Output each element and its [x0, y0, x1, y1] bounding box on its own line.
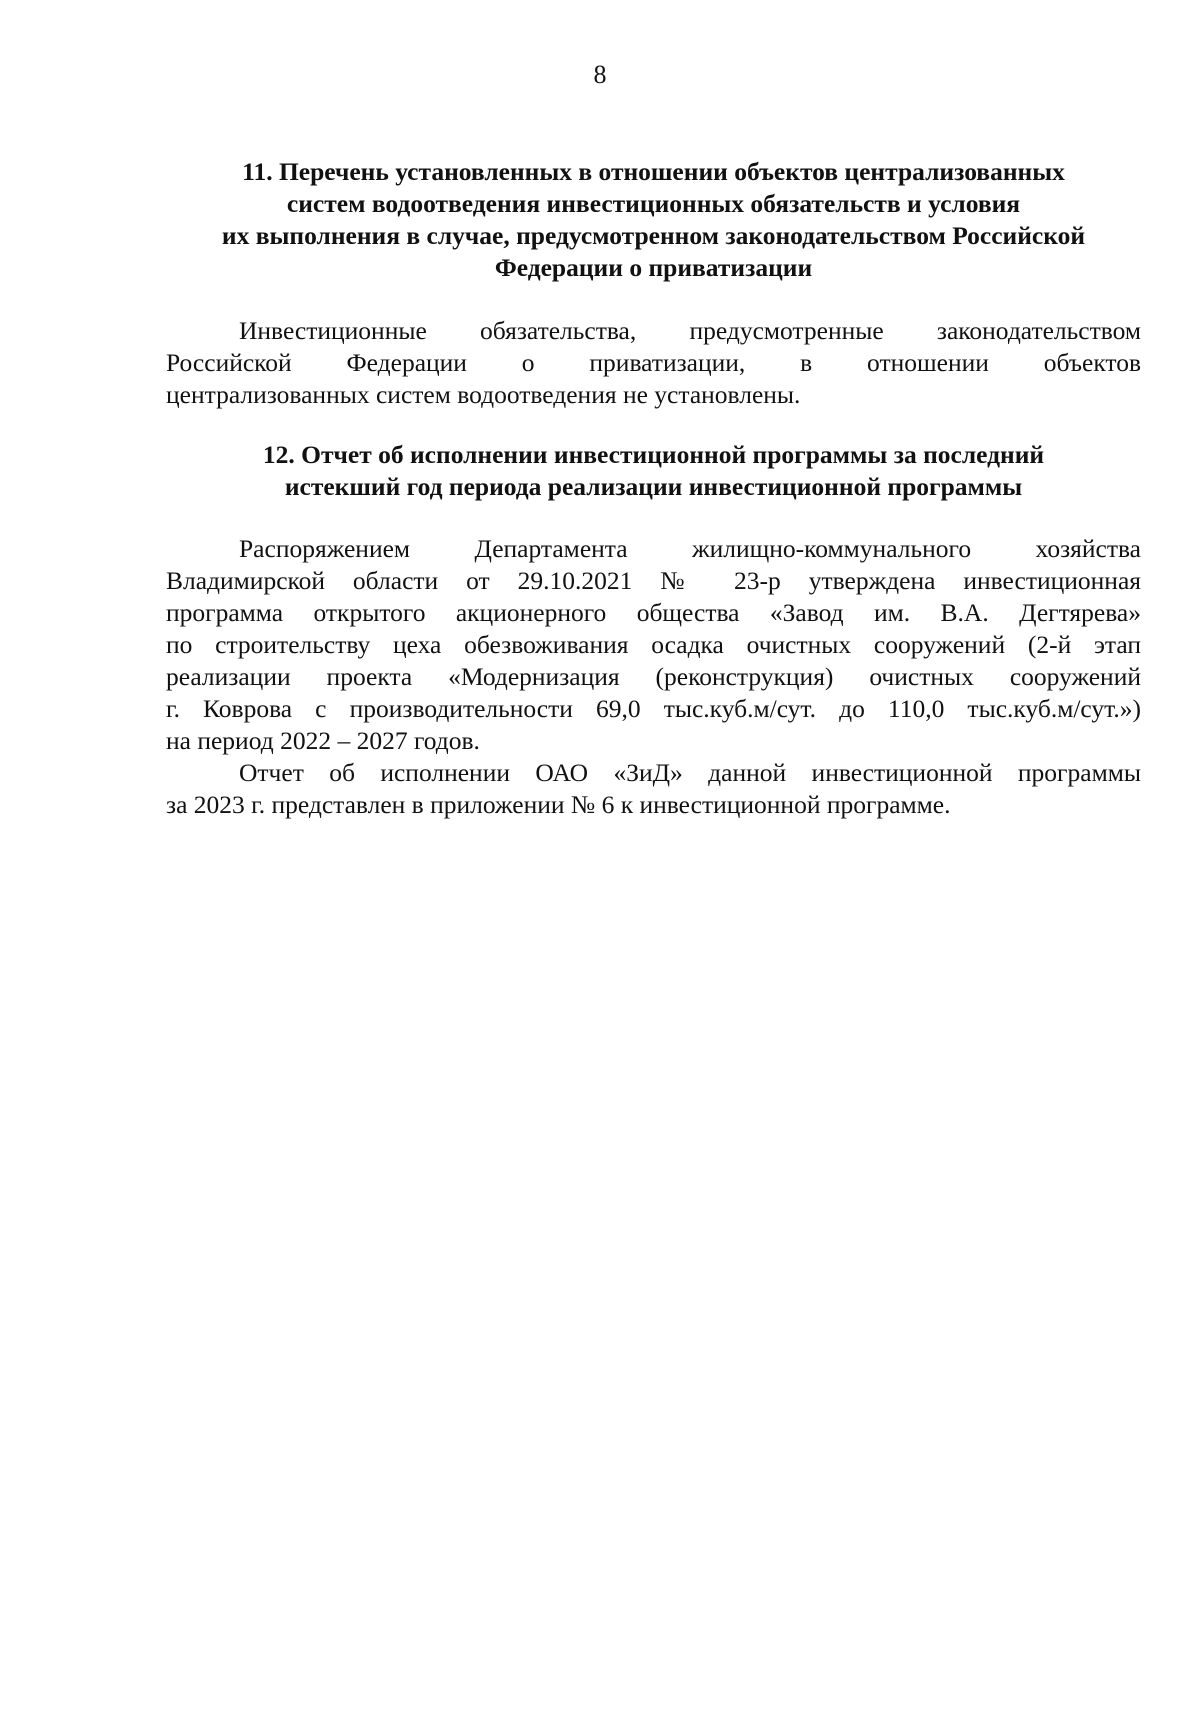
paragraph-line: Распоряжением Департамента жилищно-коммунального хозяйства [239, 534, 1141, 563]
paragraph-line: на период 2022 – 2027 годов. [166, 726, 480, 755]
section-12-paragraph-2 [166, 757, 1141, 821]
section-11-heading-line: систем водоотведения инвестиционных обязательств и условия [286, 189, 1021, 218]
page-number: 8 [593, 60, 607, 89]
section-12-heading-line: истекший год периода реализации инвестиционной программы [284, 472, 1023, 501]
paragraph-line: Российской Федерации о приватизации, в отношении объектов [166, 348, 1141, 377]
paragraph-line: г. Коврова с производительности 69,0 тыс.куб.м/сут. до 110,0 тыс.куб.м/сут.») [166, 694, 1141, 723]
paragraph-line: Владимирской области от 29.10.2021 № 23-р утверждена инвестиционная [166, 566, 1141, 595]
paragraph-line: программа открытого акционерного общества «Завод им. В.А. Дегтярева» [166, 598, 1141, 627]
section-12-heading-line: 12. Отчет об исполнении инвестиционной программы за последний [262, 440, 1045, 469]
paragraph-line: реализации проекта «Модернизация (реконструкция) очистных сооружений [166, 662, 1141, 691]
paragraph-line: Отчет об исполнении ОАО «ЗиД» данной инвестиционной программы [239, 758, 1141, 787]
section-12-heading [166, 439, 1141, 503]
section-12-paragraph-1 [166, 533, 1141, 757]
document-body [166, 156, 1141, 821]
section-11-heading-line: Федерации о приватизации [494, 253, 813, 282]
section-11-heading [166, 156, 1141, 284]
section-11-heading-line: 11. Перечень установленных в отношении объектов централизованных [242, 157, 1065, 186]
paragraph-line: за 2023 г. представлен в приложении № 6 к инвестиционной программе. [166, 790, 951, 819]
paragraph-line: по строительству цеха обезвоживания осадка очистных сооружений (2-й этап [166, 630, 1141, 659]
paragraph-line: централизованных систем водоотведения не установлены. [166, 380, 801, 409]
section-11-heading-line: их выполнения в случае, предусмотренном законодательством Российской [221, 221, 1086, 250]
section-11-paragraph [166, 315, 1141, 411]
paragraph-line: Инвестиционные обязательства, предусмотренные законодательством [239, 316, 1141, 345]
